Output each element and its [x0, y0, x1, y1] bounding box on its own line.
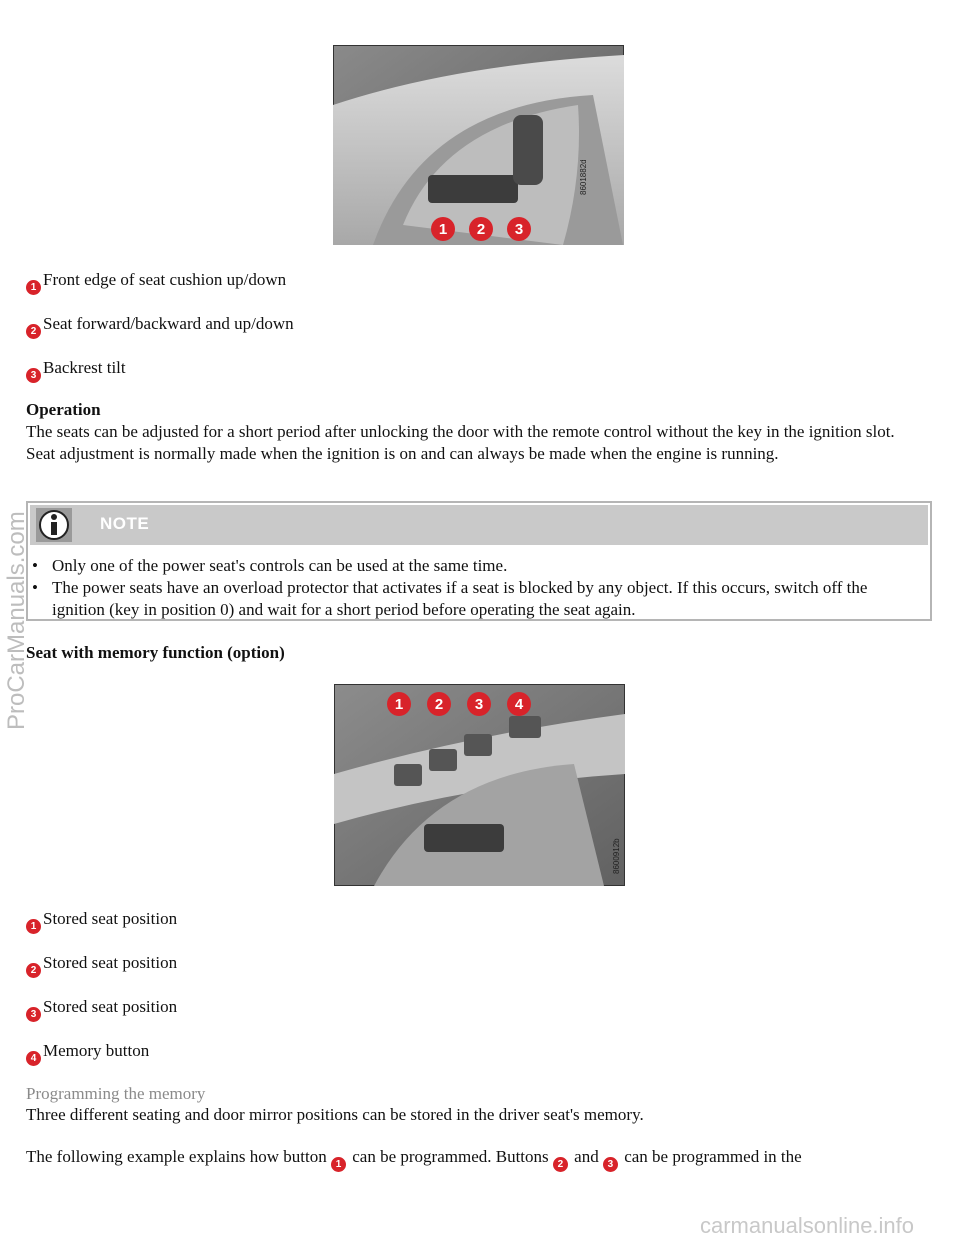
legend-item	[26, 313, 294, 339]
note-box	[26, 501, 932, 621]
legend-text: Seat forward/backward and up/down	[43, 314, 294, 333]
note-bullet: Only one of the power seat's controls can be used at the same time.	[52, 556, 508, 575]
programming-heading: Programming the memory	[26, 1084, 206, 1103]
callout-1: 1	[394, 696, 404, 713]
side-watermark	[2, 511, 42, 740]
legend-item	[26, 996, 177, 1022]
bullet-dot: •	[32, 578, 38, 597]
operation-body: The seats can be adjusted for a short period after unlocking the door with the remote control without the key in the ignition slot. Seat adjustment is normally made when the ignition is on and can always be made when the engine is running.	[26, 422, 895, 463]
legend-item	[26, 952, 177, 978]
example-text: and	[574, 1147, 599, 1166]
callout-badge-3: 3	[26, 1007, 41, 1022]
callout-badge-1: 1	[26, 280, 41, 295]
callout-badge-4: 4	[26, 1051, 41, 1066]
legend-item	[26, 357, 126, 383]
figure-code: 8601882d	[579, 159, 588, 195]
legend-item	[26, 1040, 149, 1066]
legend-text: Stored seat position	[43, 997, 178, 1016]
bullet-dot: •	[32, 556, 38, 575]
example-text: can be programmed in the	[624, 1147, 802, 1166]
callout-badge-1: 1	[331, 1157, 346, 1172]
callout-1: 1	[438, 221, 448, 238]
memory-heading: Seat with memory function (option)	[26, 643, 285, 662]
note-bullet: The power seats have an overload protector that activates if a seat is blocked by any object. If this occurs, switch off the ignition (key in position 0) and wait for a short period before operating the seat again.	[52, 578, 868, 619]
programming-example	[26, 1146, 926, 1172]
legend-text: Front edge of seat cushion up/down	[43, 270, 287, 289]
legend-text: Stored seat position	[43, 909, 178, 928]
callout-4: 4	[514, 696, 524, 713]
callout-badge-2: 2	[26, 324, 41, 339]
example-text: The following example explains how button	[26, 1147, 327, 1166]
seat-controls-figure	[333, 45, 624, 245]
callout-badge-1: 1	[26, 919, 41, 934]
callout-3: 3	[514, 221, 524, 238]
legend-item	[26, 269, 286, 295]
callout-badge-3: 3	[26, 368, 41, 383]
legend-text: Backrest tilt	[43, 358, 126, 377]
callout-2: 2	[434, 696, 444, 713]
note-title: NOTE	[100, 514, 150, 533]
callout-badge-2: 2	[26, 963, 41, 978]
callout-3: 3	[474, 696, 484, 713]
watermark-text: ProCarManuals.com	[3, 511, 30, 730]
footer-watermark: carmanualsonline.info	[700, 1213, 915, 1238]
callout-badge-2: 2	[553, 1157, 568, 1172]
callout-2: 2	[476, 221, 486, 238]
memory-buttons-figure	[334, 684, 625, 886]
note-header	[30, 505, 928, 545]
legend-item	[26, 908, 177, 934]
figure-code: 8600912b	[612, 838, 621, 874]
operation-heading: Operation	[26, 400, 101, 419]
example-text: can be programmed. Buttons	[352, 1147, 549, 1166]
legend-text: Stored seat position	[43, 953, 178, 972]
legend-text: Memory button	[43, 1041, 150, 1060]
callout-badge-3: 3	[603, 1157, 618, 1172]
programming-body: Three different seating and door mirror positions can be stored in the driver seat's memory.	[26, 1105, 644, 1124]
